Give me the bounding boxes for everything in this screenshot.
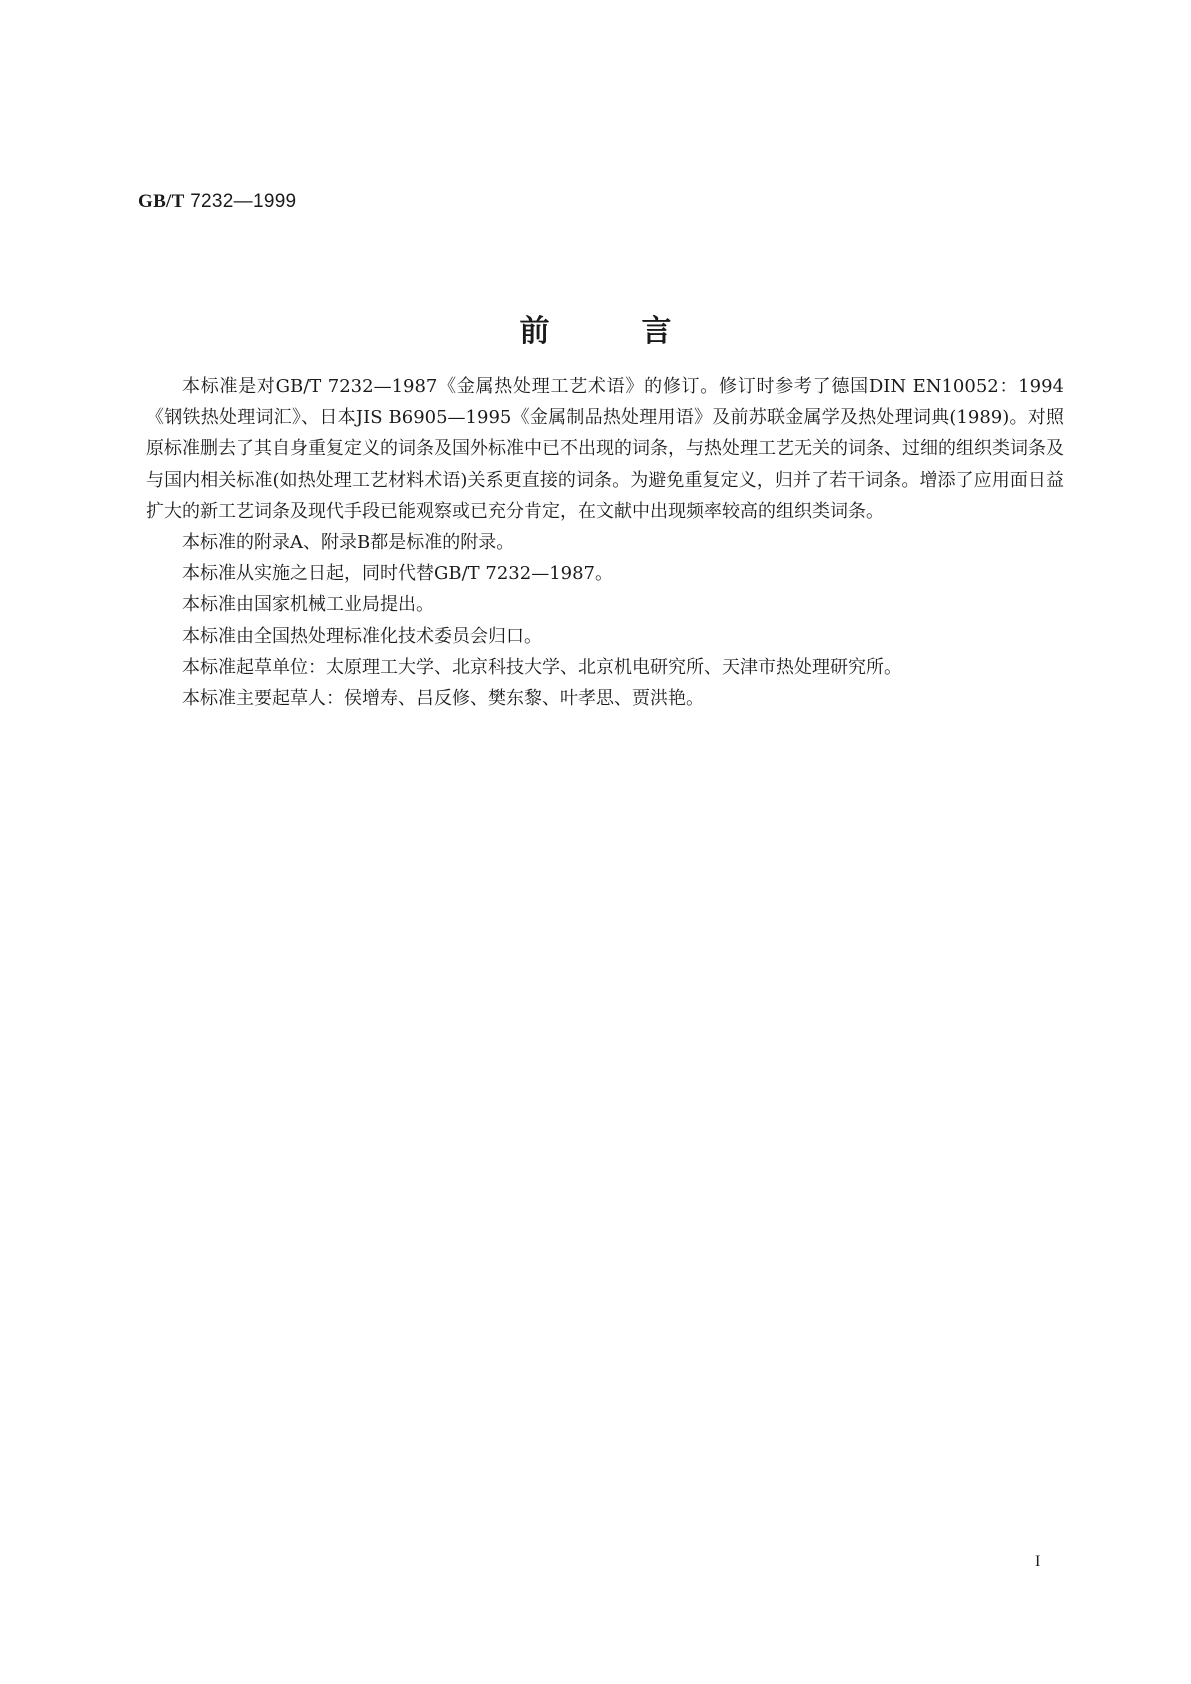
section-title-char-1: 前 (519, 314, 550, 349)
section-title-char-2: 言 (641, 314, 672, 349)
paragraph-technical-committee: 本标准由全国热处理标准化技术委员会归口。 (182, 625, 542, 647)
page-number: I (1035, 1553, 1041, 1570)
paragraph-drafters: 本标准主要起草人：侯增寿、吕反修、樊东黎、叶孝思、贾洪艳。 (182, 688, 704, 710)
foreword-body (146, 371, 1064, 714)
paragraph-appendix-note: 本标准的附录A、附录B都是标准的附录。 (182, 532, 515, 554)
paragraph-replacement-note: 本标准从实施之日起，同时代替GB/T 7232—1987。 (182, 563, 614, 585)
paragraph-drafting-units: 本标准起草单位：太原理工大学、北京科技大学、北京机电研究所、天津市热处理研究所。 (182, 656, 902, 678)
standard-code (138, 190, 296, 213)
paragraph-proposed-by: 本标准由国家机械工业局提出。 (182, 594, 434, 616)
paragraph-revision-summary: 本标准是对GB/T 7232—1987《金属热处理工艺术语》的修订。修订时参考了德国DIN EN10052：1994《钢铁热处理词汇》、日本JIS B6905—1995《金属制品热处理用语》及前苏联金属学及热处理词典(1989)。对照原标准删去了其自身重复定义的词条及国外标准中已不出现的词条，与热处理工艺无关的词条、过细的组织类词条及与国内相关标准(如热处理工艺材料术语)关系更直接的词条。为避免重复定义，归并了若干词条。增添了应用面日益扩大的新工艺词条及现代手段已能观察或已充分肯定，在文献中出现频率较高的组织类词条。 (146, 376, 1064, 522)
section-title (0, 306, 1191, 350)
standard-code-number: 7232—1999 (184, 191, 297, 212)
standard-code-prefix: GB/T (138, 191, 185, 212)
